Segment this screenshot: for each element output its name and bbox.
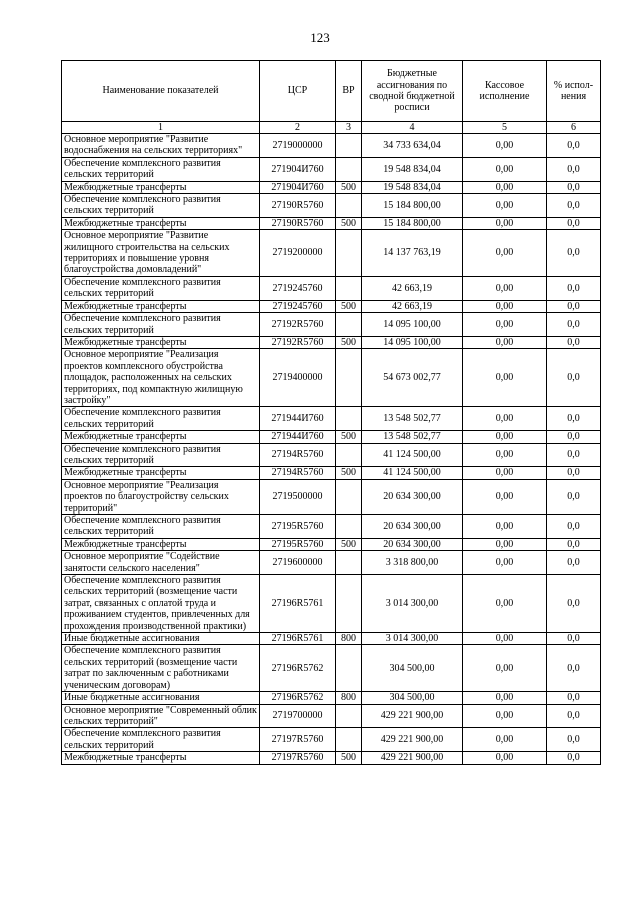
cell-name: Межбюджетные трансферты <box>62 431 260 443</box>
table-row <box>62 431 601 443</box>
cell-name: Основное мероприятие "Содействие занятости сельского населения" <box>62 551 260 575</box>
cell-pct: 0,0 <box>547 575 601 633</box>
cell-name: Межбюджетные трансферты <box>62 181 260 193</box>
cell-amount: 14 095 100,00 <box>362 336 463 348</box>
cell-name: Обеспечение комплексного развития сельских территорий <box>62 157 260 181</box>
cell-vr <box>336 645 362 692</box>
cell-pct: 0,0 <box>547 230 601 277</box>
cell-vr: 500 <box>336 752 362 764</box>
cell-cash: 0,00 <box>463 551 547 575</box>
cell-name: Основное мероприятие "Развитие водоснабжения на сельских территориях" <box>62 134 260 158</box>
cell-csr: 27197R5760 <box>260 728 336 752</box>
cell-pct: 0,0 <box>547 194 601 218</box>
cell-csr: 27190R5760 <box>260 217 336 229</box>
cell-vr: 500 <box>336 217 362 229</box>
cell-name: Основное мероприятие "Реализация проектов комплексного обустройства площадок, расположенных на сельских территориях, под компактную жилищную застройку" <box>62 349 260 407</box>
page-number: 123 <box>310 30 330 45</box>
cell-amount: 304 500,00 <box>362 692 463 704</box>
cell-cash: 0,00 <box>463 538 547 550</box>
cell-cash: 0,00 <box>463 134 547 158</box>
cell-name: Межбюджетные трансферты <box>62 538 260 550</box>
table-row <box>62 157 601 181</box>
cell-name: Обеспечение комплексного развития сельских территорий <box>62 407 260 431</box>
column-number: 4 <box>362 122 463 134</box>
cell-pct: 0,0 <box>547 300 601 312</box>
header-amount: Бюджетные ассигнования по сводной бюджетной росписи <box>362 61 463 122</box>
cell-cash: 0,00 <box>463 575 547 633</box>
table-row <box>62 217 601 229</box>
cell-pct: 0,0 <box>547 538 601 550</box>
cell-name: Межбюджетные трансферты <box>62 336 260 348</box>
cell-csr: 27195R5760 <box>260 515 336 539</box>
table-row <box>62 479 601 514</box>
cell-amount: 19 548 834,04 <box>362 157 463 181</box>
cell-amount: 15 184 800,00 <box>362 217 463 229</box>
cell-pct: 0,0 <box>547 551 601 575</box>
cell-name: Основное мероприятие "Современный облик сельских территорий" <box>62 704 260 728</box>
cell-csr: 27190R5760 <box>260 194 336 218</box>
cell-csr: 2719600000 <box>260 551 336 575</box>
cell-amount: 41 124 500,00 <box>362 443 463 467</box>
cell-name: Обеспечение комплексного развития сельских территорий <box>62 313 260 337</box>
table-row <box>62 692 601 704</box>
cell-vr <box>336 704 362 728</box>
column-number: 1 <box>62 122 260 134</box>
table-row <box>62 313 601 337</box>
cell-cash: 0,00 <box>463 443 547 467</box>
cell-name: Обеспечение комплексного развития сельских территорий <box>62 194 260 218</box>
cell-amount: 42 663,19 <box>362 276 463 300</box>
cell-csr: 2719245760 <box>260 276 336 300</box>
cell-csr: 27192R5760 <box>260 336 336 348</box>
header-pct: % испол-нения <box>547 61 601 122</box>
table-row <box>62 633 601 645</box>
cell-csr: 27196R5761 <box>260 575 336 633</box>
cell-amount: 20 634 300,00 <box>362 515 463 539</box>
cell-amount: 54 673 002,77 <box>362 349 463 407</box>
cell-csr: 2719000000 <box>260 134 336 158</box>
cell-amount: 429 221 900,00 <box>362 752 463 764</box>
column-number-row <box>62 122 601 134</box>
cell-pct: 0,0 <box>547 217 601 229</box>
cell-name: Обеспечение комплексного развития сельских территорий <box>62 728 260 752</box>
table-row <box>62 276 601 300</box>
column-number: 5 <box>463 122 547 134</box>
cell-name: Межбюджетные трансферты <box>62 300 260 312</box>
cell-cash: 0,00 <box>463 217 547 229</box>
cell-vr: 500 <box>336 467 362 479</box>
cell-cash: 0,00 <box>463 336 547 348</box>
cell-name: Обеспечение комплексного развития сельских территорий <box>62 276 260 300</box>
cell-amount: 3 014 300,00 <box>362 575 463 633</box>
cell-pct: 0,0 <box>547 752 601 764</box>
table-row <box>62 575 601 633</box>
cell-amount: 41 124 500,00 <box>362 467 463 479</box>
cell-vr <box>336 551 362 575</box>
cell-cash: 0,00 <box>463 157 547 181</box>
cell-cash: 0,00 <box>463 276 547 300</box>
cell-vr: 500 <box>336 431 362 443</box>
cell-pct: 0,0 <box>547 692 601 704</box>
cell-csr: 27194R5760 <box>260 467 336 479</box>
cell-vr <box>336 194 362 218</box>
cell-pct: 0,0 <box>547 515 601 539</box>
cell-amount: 14 095 100,00 <box>362 313 463 337</box>
cell-pct: 0,0 <box>547 704 601 728</box>
cell-cash: 0,00 <box>463 230 547 277</box>
cell-pct: 0,0 <box>547 181 601 193</box>
table-row <box>62 443 601 467</box>
cell-amount: 42 663,19 <box>362 300 463 312</box>
cell-csr: 2719245760 <box>260 300 336 312</box>
table-row <box>62 728 601 752</box>
cell-vr: 500 <box>336 181 362 193</box>
cell-amount: 15 184 800,00 <box>362 194 463 218</box>
table-row <box>62 349 601 407</box>
cell-vr: 800 <box>336 692 362 704</box>
cell-amount: 3 014 300,00 <box>362 633 463 645</box>
cell-pct: 0,0 <box>547 157 601 181</box>
cell-vr <box>336 313 362 337</box>
table-row <box>62 645 601 692</box>
header-vr: ВР <box>336 61 362 122</box>
cell-csr: 2719400000 <box>260 349 336 407</box>
table-row <box>62 515 601 539</box>
cell-vr <box>336 479 362 514</box>
cell-vr: 800 <box>336 633 362 645</box>
cell-vr <box>336 407 362 431</box>
cell-name: Обеспечение комплексного развития сельских территорий <box>62 443 260 467</box>
cell-vr: 500 <box>336 538 362 550</box>
cell-pct: 0,0 <box>547 431 601 443</box>
cell-name: Межбюджетные трансферты <box>62 467 260 479</box>
cell-name: Иные бюджетные ассигнования <box>62 692 260 704</box>
cell-name: Иные бюджетные ассигнования <box>62 633 260 645</box>
cell-vr <box>336 276 362 300</box>
cell-cash: 0,00 <box>463 704 547 728</box>
cell-pct: 0,0 <box>547 349 601 407</box>
cell-pct: 0,0 <box>547 276 601 300</box>
cell-pct: 0,0 <box>547 313 601 337</box>
cell-cash: 0,00 <box>463 479 547 514</box>
cell-name: Обеспечение комплексного развития сельских территорий (возмещение части затрат по заключенным с работниками ученическим договорам) <box>62 645 260 692</box>
cell-cash: 0,00 <box>463 431 547 443</box>
table-row <box>62 467 601 479</box>
cell-csr: 2719200000 <box>260 230 336 277</box>
cell-vr <box>336 349 362 407</box>
cell-cash: 0,00 <box>463 181 547 193</box>
cell-csr: 27196R5761 <box>260 633 336 645</box>
cell-cash: 0,00 <box>463 728 547 752</box>
header-csr: ЦСР <box>260 61 336 122</box>
cell-vr <box>336 157 362 181</box>
cell-cash: 0,00 <box>463 752 547 764</box>
cell-pct: 0,0 <box>547 467 601 479</box>
header-row <box>62 61 601 122</box>
cell-amount: 14 137 763,19 <box>362 230 463 277</box>
cell-amount: 429 221 900,00 <box>362 728 463 752</box>
table-row <box>62 752 601 764</box>
column-number: 3 <box>336 122 362 134</box>
cell-cash: 0,00 <box>463 313 547 337</box>
cell-vr: 500 <box>336 300 362 312</box>
cell-cash: 0,00 <box>463 633 547 645</box>
table-row <box>62 407 601 431</box>
cell-csr: 271904И760 <box>260 157 336 181</box>
cell-vr <box>336 443 362 467</box>
table-row <box>62 551 601 575</box>
cell-cash: 0,00 <box>463 349 547 407</box>
cell-pct: 0,0 <box>547 633 601 645</box>
cell-amount: 13 548 502,77 <box>362 431 463 443</box>
cell-cash: 0,00 <box>463 467 547 479</box>
cell-pct: 0,0 <box>547 443 601 467</box>
table-row <box>62 538 601 550</box>
cell-csr: 2719700000 <box>260 704 336 728</box>
cell-csr: 27197R5760 <box>260 752 336 764</box>
column-number: 2 <box>260 122 336 134</box>
header-name: Наименование показателей <box>62 61 260 122</box>
cell-vr: 500 <box>336 336 362 348</box>
table-row <box>62 134 601 158</box>
cell-cash: 0,00 <box>463 300 547 312</box>
cell-csr: 27194R5760 <box>260 443 336 467</box>
cell-amount: 20 634 300,00 <box>362 479 463 514</box>
cell-csr: 271944И760 <box>260 407 336 431</box>
cell-cash: 0,00 <box>463 692 547 704</box>
cell-amount: 34 733 634,04 <box>362 134 463 158</box>
budget-table <box>61 60 601 765</box>
cell-name: Межбюджетные трансферты <box>62 217 260 229</box>
cell-vr <box>336 134 362 158</box>
cell-vr <box>336 515 362 539</box>
cell-cash: 0,00 <box>463 194 547 218</box>
table-row <box>62 704 601 728</box>
table-row <box>62 300 601 312</box>
cell-amount: 13 548 502,77 <box>362 407 463 431</box>
table-row <box>62 336 601 348</box>
cell-cash: 0,00 <box>463 515 547 539</box>
cell-name: Основное мероприятие "Реализация проектов по благоустройству сельских территорий" <box>62 479 260 514</box>
cell-amount: 304 500,00 <box>362 645 463 692</box>
cell-pct: 0,0 <box>547 407 601 431</box>
header-cash: Кассовое исполнение <box>463 61 547 122</box>
cell-amount: 20 634 300,00 <box>362 538 463 550</box>
cell-vr <box>336 575 362 633</box>
cell-csr: 27195R5760 <box>260 538 336 550</box>
cell-name: Межбюджетные трансферты <box>62 752 260 764</box>
table-row <box>62 181 601 193</box>
cell-cash: 0,00 <box>463 407 547 431</box>
cell-vr <box>336 230 362 277</box>
cell-pct: 0,0 <box>547 645 601 692</box>
cell-csr: 27196R5762 <box>260 692 336 704</box>
cell-csr: 27196R5762 <box>260 645 336 692</box>
cell-csr: 2719500000 <box>260 479 336 514</box>
cell-cash: 0,00 <box>463 645 547 692</box>
cell-pct: 0,0 <box>547 134 601 158</box>
table-row <box>62 194 601 218</box>
cell-csr: 27192R5760 <box>260 313 336 337</box>
cell-vr <box>336 728 362 752</box>
cell-name: Основное мероприятие "Развитие жилищного строительства на сельских территориях и повышение уровня благоустройства домовладений" <box>62 230 260 277</box>
table-body <box>62 134 601 765</box>
cell-amount: 3 318 800,00 <box>362 551 463 575</box>
cell-name: Обеспечение комплексного развития сельских территорий <box>62 515 260 539</box>
cell-amount: 19 548 834,04 <box>362 181 463 193</box>
cell-name: Обеспечение комплексного развития сельских территорий (возмещение части затрат, связанных с оплатой труда и проживанием студентов, привлеченных для прохождения производственной практики) <box>62 575 260 633</box>
column-number: 6 <box>547 122 601 134</box>
cell-csr: 271944И760 <box>260 431 336 443</box>
cell-pct: 0,0 <box>547 336 601 348</box>
cell-amount: 429 221 900,00 <box>362 704 463 728</box>
table-row <box>62 230 601 277</box>
cell-pct: 0,0 <box>547 479 601 514</box>
cell-csr: 271904И760 <box>260 181 336 193</box>
cell-pct: 0,0 <box>547 728 601 752</box>
